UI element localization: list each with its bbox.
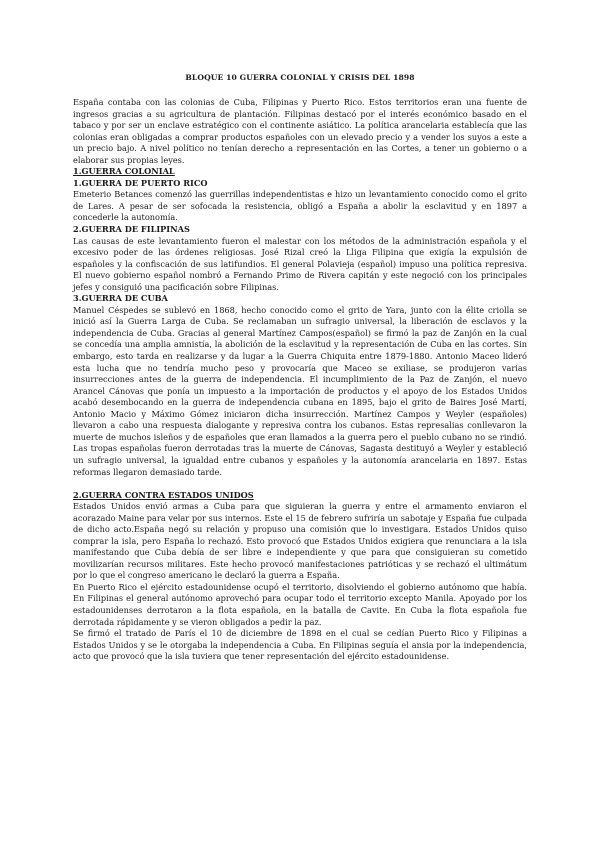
intro-paragraph: España contaba con las colonias de Cuba, Filipinas y Puerto Rico. Estos territorios eran una fuente de ingresos gracias a su agricultura de plantación. Filipinas destacó por el interés económico basado en el tabaco y por ser un enclave estratégico con el continente asiático. La política arancelaria establecía que las colonias eran obligadas a comprar productos españoles con un elevado precio y a vender los suyos a este a un precio bajo. A nivel político no tenían derecho a representación en las Cortes, a tener un gobierno o a elaborar sus propias leyes. xyxy=(73,97,527,165)
paragraph-eeuu-3: Se firmó el tratado de París el 10 de diciembre de 1898 en el cual se cedían Puerto Rico y Filipinas a Estados Unidos y se le otorgaba la independencia a Cuba. En Filipinas seguía el ansia por la independencia, acto que provocó que la isla tuviera que tener representación del ejército estadounidense. xyxy=(73,628,527,662)
paragraph-spacer xyxy=(73,478,527,490)
subheading-filipinas: 2.GUERRA DE FILIPINAS xyxy=(73,224,190,235)
document-title: BLOQUE 10 GUERRA COLONIAL Y CRISIS DEL 1898 xyxy=(185,73,415,82)
paragraph-filipinas: Las causas de este levantamiento fueron el malestar con los métodos de la administración española y el excesivo poder de las órdenes religiosas. José Rizal creó la Lliga Filipina que exigía la expulsión de españoles y la confiscación de sus latifundios. El general Polavieja (español) impuso una política represiva. El nuevo gobierno español nombró a Fernando Primo de Rivera capitán y este negoció con los principales jefes y consiguió una pacificación sobre Filipinas. xyxy=(73,235,527,292)
paragraph-eeuu-1: Estados Unidos envió armas a Cuba para que siguieran la guerra y entre el armamento enviaron el acorazado Maine para velar por sus internos. Este el 15 de febrero sufriría un sabotaje y España fue culpada de dicho acto.España negó su relación y propuso una comisión que lo investigara. Estados Unidos quiso comprar la isla, pero España lo rechazó. Esto provocó que Estados Unidos exigiera que renunciara a la isla manifestando que Cuba debía de ser libre e independiente y que para que consiguieran su cometido movilizarían recursos militares. Este hecho provocó manifestaciones patrióticas y se rechazó el ultimátum por lo que el congreso americano le declaró la guerra a España. xyxy=(73,501,527,581)
section-heading-guerra-colonial: 1.GUERRA COLONIAL xyxy=(73,166,175,177)
section-heading-estados-unidos: 2.GUERRA CONTRA ESTADOS UNIDOS xyxy=(73,489,254,500)
document-body xyxy=(73,97,527,663)
paragraph-puerto-rico: Emeterio Betances comenzó las guerrillas independentistas e hizo un levantamiento conocido como el grito de Lares. A pesar de ser sofocada la resistencia, obligó a España a abolir la esclavitud y en 1897 a concederle la autonomía. xyxy=(73,189,527,223)
paragraph-eeuu-2: En Puerto Rico el ejército estadounidense ocupó el territorio, disolviendo el gobierno autónomo que había. En Filipinas el general autónomo aprovechó para ocupar todo el territorio excepto Manila. Apoyado por los estadounidenses derrotaron a la flota española, en la batalla de Cavite. En Cuba la flota española fue derrotada rápidamente y se vieron obligados a pedir la paz. xyxy=(73,581,527,627)
subheading-puerto-rico: 1.GUERRA DE PUERTO RICO xyxy=(73,177,208,188)
subheading-cuba: 3.GUERRA DE CUBA xyxy=(73,293,168,304)
paragraph-cuba: Manuel Céspedes se sublevó en 1868, hecho conocido como el grito de Yara, junto con la élite criolla se inició así la Guerra Larga de Cuba. Se reclamaban un sufragio universal, la liberación de esclavos y la independencia de Cuba. Gracias al general Martínez Campos(español) se firmó la paz de Zanjón en la cual se concedía una amplia amnistía, la abolición de la esclavitud y la representación de Cuba en las cortes. Sin embargo, esto tarda en realizarse y da lugar a la Guerra Chiquita entre 1879-1880. Antonio Maceo lideró esta lucha que no tendría mucho peso y provocaría que Maceo se exiliase, se produjeron varias insurrecciones antes de la guerra de independencia. El incumplimiento de la Paz de Zanjón, el nuevo Arancel Cánovas que ponía un impuesto a la importación de productos y el apoyo de los Estados Unidos acabó desembocando en la guerra de independencia cubana en 1895, bajo el grito de Baires José Martí, Antonio Macio y Máximo Gómez iniciaron dicha insurrección. Martínez Campos y Weyler (españoles) llevaron a cabo una respuesta dialogante y represiva contra los cubanos. Estas represalias conllevaron la muerte de muchos isleños y de españoles que eran llamados a la guerra pero el pueblo cubano no se rindió. Las tropas españolas fueron derrotadas tras la muerte de Cánovas, Sagasta destituyó a Weyler y estableció un sufragio universal, la igualdad entre cubanos y españoles y la autonomía arancelaria en 1897. Estas reformas llegaron demasiado tarde. xyxy=(73,304,527,477)
